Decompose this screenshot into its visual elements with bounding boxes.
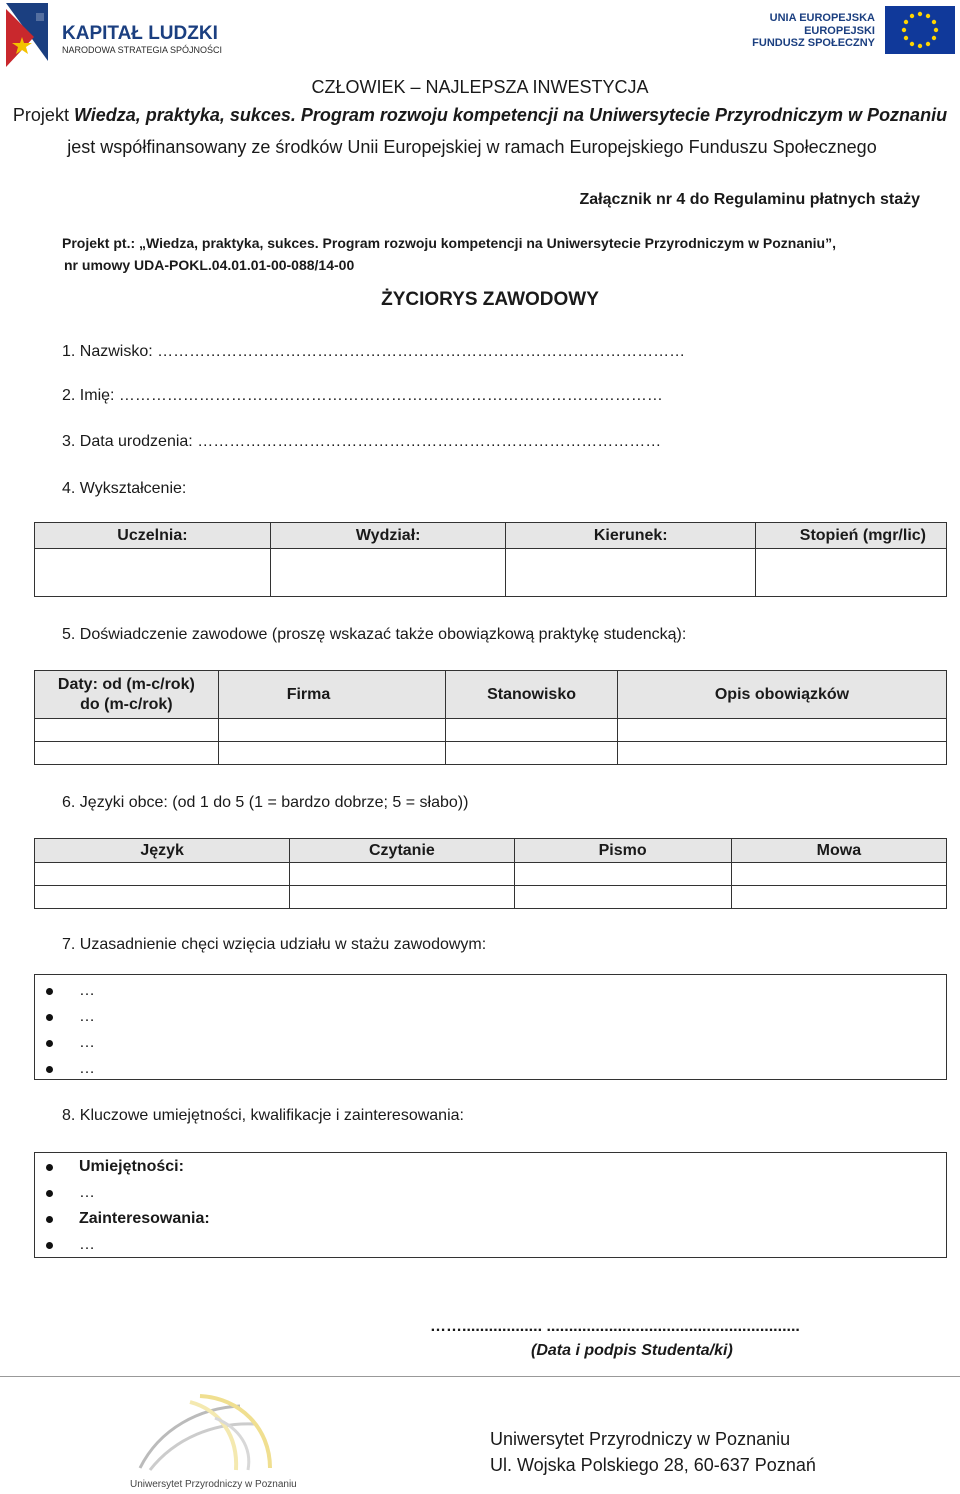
kapital-ludzki-logo (6, 3, 226, 69)
cofinanced-line: jest współfinansowany ze środków Unii Europejskiej w ramach Europejskiego Funduszu Społecznego (67, 137, 877, 157)
university-emblem-icon (120, 1388, 310, 1476)
project-contract: nr umowy UDA-POKL.04.01.01-00-088/14-00 (64, 257, 355, 273)
motivation-label: 7. Uzasadnienie chęci wzięcia udziału w stażu zawodowym: (62, 936, 487, 953)
skills-item: … (35, 1180, 946, 1206)
experience-label: 5. Doświadczenie zawodowe (proszę wskazać także obowiązkową praktykę studencką): (62, 626, 687, 643)
university-logo-caption: Uniwersytet Przyrodniczy w Poznaniu (130, 1479, 297, 1490)
motivation-item: … (35, 1030, 946, 1056)
skills-box[interactable] (34, 1152, 947, 1258)
kl-title: KAPITAŁ LUDZKI (62, 23, 218, 44)
kl-subtitle: NARODOWA STRATEGIA SPÓJNOŚCI (62, 45, 223, 55)
languages-col-writing: Pismo (514, 839, 731, 863)
skills-item: Zainteresowania: (35, 1206, 946, 1232)
languages-cell[interactable] (290, 886, 514, 909)
education-col-university: Uczelnia: (35, 523, 271, 549)
eu-line1: UNIA EUROPEJSKA (769, 12, 875, 24)
languages-label: 6. Języki obce: (od 1 do 5 (1 = bardzo dobrze; 5 = słabo)) (62, 794, 469, 811)
motivation-box[interactable] (34, 974, 947, 1080)
motivation-item: … (35, 978, 946, 1004)
education-cell-degree[interactable] (755, 549, 946, 597)
languages-col-reading: Czytanie (290, 839, 514, 863)
eu-line2: EUROPEJSKI (804, 25, 875, 37)
languages-col-language: Język (35, 839, 290, 863)
education-cell-major[interactable] (506, 549, 755, 597)
education-cell-university[interactable] (35, 549, 271, 597)
project-block-title: „Wiedza, praktyka, sukces. Program rozwoju kompetencji na Uniwersytecie Przyrodniczym w Poznaniu”, (139, 235, 836, 251)
motivation-item: … (35, 1004, 946, 1030)
eu-logo (740, 6, 955, 56)
field-first-name-dots: ………………………………………………………………………………………… (118, 387, 663, 404)
languages-cell[interactable] (35, 863, 290, 886)
doc-title: ŻYCIORYS ZAWODOWY (381, 289, 599, 310)
skills-item: … (35, 1232, 946, 1258)
footer-divider (0, 1376, 960, 1377)
field-first-name[interactable] (62, 387, 663, 405)
languages-cell[interactable] (731, 886, 946, 909)
field-surname-dots: ……………………………………………………………………………………… (157, 343, 686, 360)
experience-col-duties: Opis obowiązków (617, 671, 946, 719)
experience-cell[interactable] (446, 742, 618, 765)
education-col-major: Kierunek: (506, 523, 755, 549)
field-surname-label: 1. Nazwisko: (62, 343, 158, 360)
motto: CZŁOWIEK – NAJLEPSZA INWESTYCJA (311, 77, 649, 97)
languages-table (34, 838, 947, 909)
field-birth-date-dots: …………………………………………………………………………… (197, 433, 662, 450)
project-line (0, 105, 960, 126)
experience-cell[interactable] (35, 742, 219, 765)
field-birth-date[interactable] (62, 433, 661, 451)
experience-cell[interactable] (35, 719, 219, 742)
field-birth-date-label: 3. Data urodzenia: (62, 433, 198, 450)
project-block (62, 235, 836, 251)
skills-label: 8. Kluczowe umiejętności, kwalifikacje i zainteresowania: (62, 1107, 464, 1124)
languages-col-speaking: Mowa (731, 839, 946, 863)
experience-cell[interactable] (218, 719, 445, 742)
languages-cell[interactable] (290, 863, 514, 886)
education-table (34, 522, 947, 597)
project-name: Wiedza, praktyka, sukces. Program rozwoju kompetencji na Uniwersytecie Przyrodniczym w Poznaniu (73, 105, 948, 125)
experience-col-company: Firma (218, 671, 445, 719)
signature-caption: (Data i podpis Studenta/ki) (531, 1342, 733, 1359)
eu-line3: FUNDUSZ SPOŁECZNY (752, 37, 875, 49)
experience-col-dates: Daty: od (m-c/rok) do (m-c/rok) (35, 671, 219, 719)
skills-item: Umiejętności: (35, 1154, 946, 1180)
signature-dots: …….................. ......................................................... (430, 1318, 800, 1335)
footer-address-line2: Ul. Wojska Polskiego 28, 60-637 Poznań (490, 1455, 816, 1475)
education-cell-faculty[interactable] (270, 549, 506, 597)
eu-flag-icon (885, 6, 955, 54)
education-col-faculty: Wydział: (270, 523, 506, 549)
experience-cell[interactable] (218, 742, 445, 765)
languages-cell[interactable] (731, 863, 946, 886)
experience-table (34, 670, 947, 765)
project-prefix: Projekt (12, 105, 74, 125)
footer-address-line1: Uniwersytet Przyrodniczy w Poznaniu (490, 1429, 791, 1449)
attachment-label: Załącznik nr 4 do Regulaminu płatnych staży (579, 191, 920, 208)
kapital-ludzki-emblem-icon (6, 3, 50, 69)
experience-cell[interactable] (617, 719, 946, 742)
education-col-degree: Stopień (mgr/lic) (755, 523, 946, 549)
field-first-name-label: 2. Imię: (62, 387, 119, 404)
field-surname[interactable] (62, 343, 685, 361)
experience-cell[interactable] (617, 742, 946, 765)
motivation-item: … (35, 1056, 946, 1082)
education-label: 4. Wykształcenie: (62, 480, 187, 497)
university-logo (120, 1388, 310, 1492)
project-block-prefix: Projekt pt.: (62, 235, 140, 251)
experience-col-position: Stanowisko (446, 671, 618, 719)
experience-cell[interactable] (446, 719, 618, 742)
languages-cell[interactable] (514, 886, 731, 909)
languages-cell[interactable] (35, 886, 290, 909)
languages-cell[interactable] (514, 863, 731, 886)
